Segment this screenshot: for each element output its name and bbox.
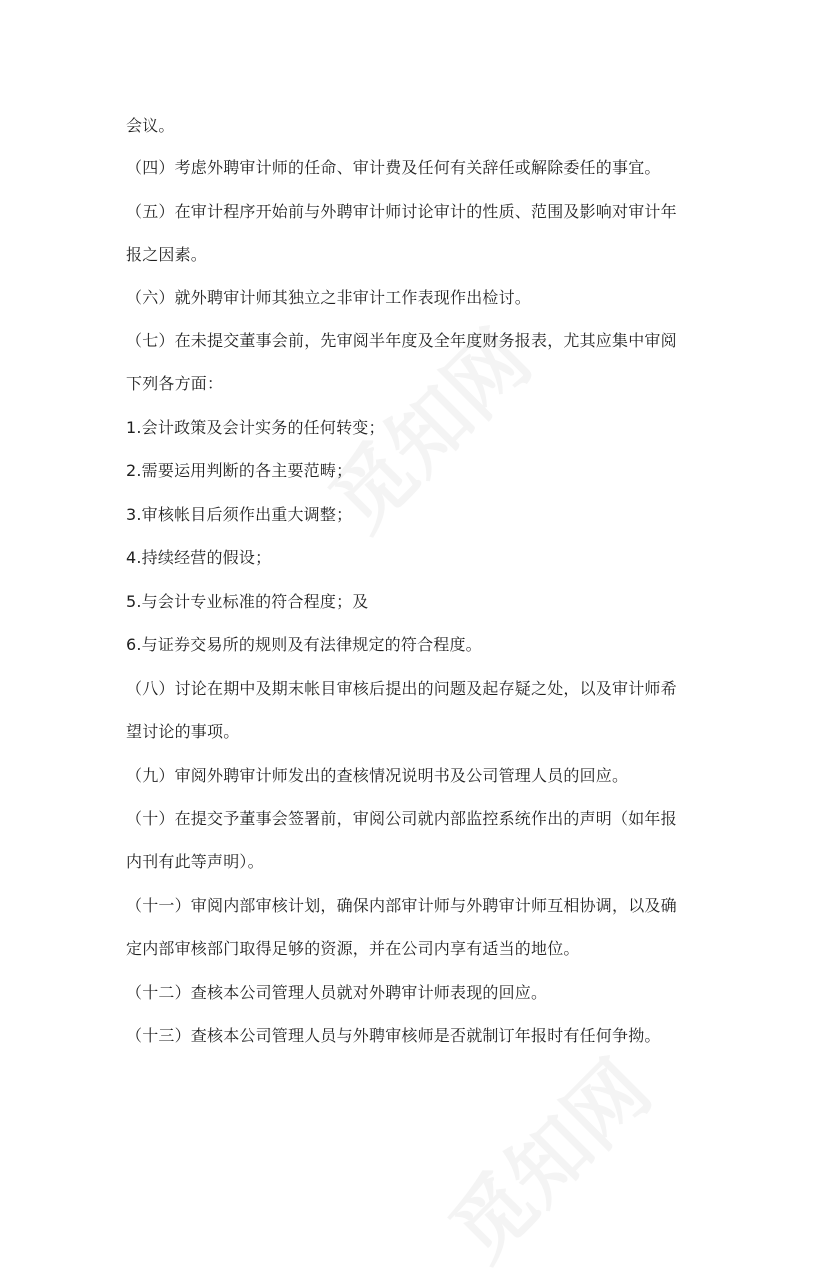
paragraph-line: （十三）查核本公司管理人员与外聘审核师是否就制订年报时有任何争拗。: [126, 1026, 661, 1045]
paragraph-line: 下列各方面：: [126, 374, 224, 393]
list-item: 2.需要运用判断的各主要范畴；: [126, 461, 353, 480]
list-item: 6.与证券交易所的规则及有法律规定的符合程度。: [126, 635, 482, 654]
paragraph-line: （五）在审计程序开始前与外聘审计师讨论审计的性质、范围及影响对审计年: [126, 202, 677, 221]
paragraph-line: （十一）审阅内部审核计划，确保内部审计师与外聘审计师互相协调，以及确: [126, 896, 677, 915]
paragraph-line: 会议。: [126, 116, 175, 135]
paragraph-line: （七）在未提交董事会前，先审阅半年度及全年度财务报表，尤其应集中审阅: [126, 331, 677, 350]
paragraph-line: （九）审阅外聘审计师发出的查核情况说明书及公司管理人员的回应。: [126, 766, 629, 785]
paragraph-line: （六）就外聘审计师其独立之非审计工作表现作出检讨。: [126, 288, 532, 307]
list-item: 1.会计政策及会计实务的任何转变；: [126, 418, 385, 437]
list-item: 5.与会计专业标准的符合程度；及: [126, 592, 369, 611]
paragraph-line: 内刊有此等声明）。: [126, 852, 264, 871]
paragraph-line: （十）在提交予董事会签署前，审阅公司就内部监控系统作出的声明（如年报: [126, 809, 677, 828]
paragraph-line: 定内部审核部门取得足够的资源，并在公司内享有适当的地位。: [126, 939, 580, 958]
list-item: 3.审核帐目后须作出重大调整；: [126, 505, 353, 524]
paragraph-line: 报之因素。: [126, 245, 208, 264]
paragraph-line: （四）考虑外聘审计师的任命、审计费及任何有关辞任或解除委任的事宜。: [126, 158, 661, 177]
paragraph-line: 望讨论的事项。: [126, 722, 240, 741]
list-item: 4.持续经营的假设；: [126, 548, 272, 567]
paragraph-line: （十二）查核本公司管理人员就对外聘审计师表现的回应。: [126, 983, 548, 1002]
paragraph-line: （八）讨论在期中及期末帐目审核后提出的问题及起存疑之处，以及审计师希: [126, 679, 677, 698]
watermark: [420, 1030, 671, 1281]
